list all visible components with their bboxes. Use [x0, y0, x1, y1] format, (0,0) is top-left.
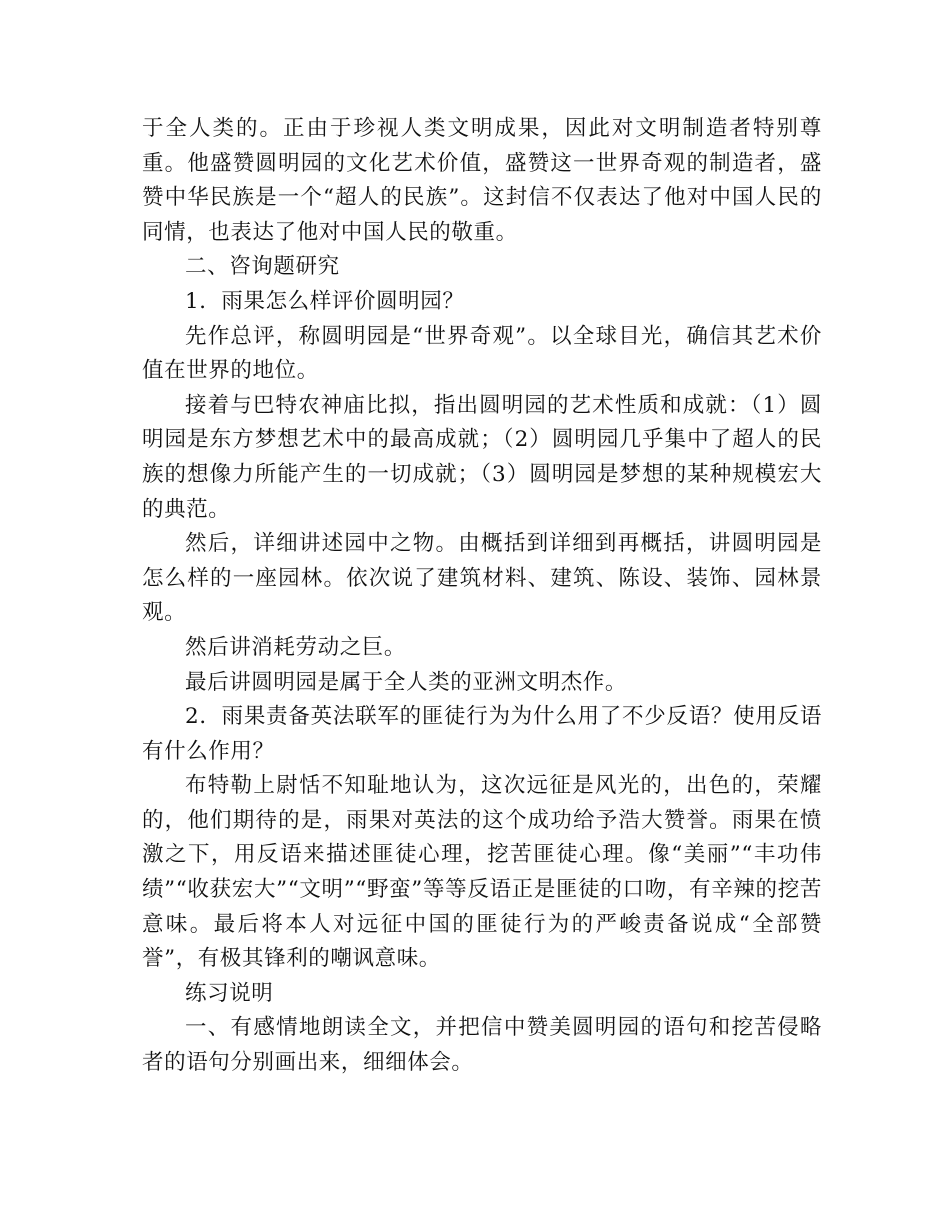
paragraph-continued: 于全人类的。正由于珍视人类文明成果，因此对文明制造者特别尊重。他盛赞圆明园的文化艺术价值，盛赞这一世界奇观的制造者，盛赞中华民族是一个“超人的民族”。这封信不仅表达了他对中国人民的同情，也表达了他对中国人民的敬重。 — [142, 116, 822, 245]
section-heading-question-study: 二、咨询题研究 — [185, 254, 340, 280]
answer-1-overview: 先作总评，称圆明园是“世界奇观”。以全球目光，确信其艺术价值在世界的地位。 — [142, 323, 822, 384]
answer-1-details: 然后，详细讲述园中之物。由概括到详细到再概括，讲圆明园是怎么样的一座园林。依次说了建筑材料、建筑、陈设、装饰、园林景观。 — [142, 531, 822, 626]
document-body — [142, 112, 822, 1081]
exercise-1: 一、有感情地朗读全文，并把信中赞美圆明园的语句和挖苦侵略者的语句分别画出来，细细体会。 — [142, 1015, 822, 1076]
answer-1-labor: 然后讲消耗劳动之巨。 — [185, 634, 407, 660]
question-1: 1．雨果怎么样评价圆明园？ — [185, 288, 465, 314]
answer-1-conclusion: 最后讲圆明园是属于全人类的亚洲文明杰作。 — [185, 669, 628, 695]
question-2: 2．雨果责备英法联军的匪徒行为为什么用了不少反语？使用反语有什么作用？ — [142, 704, 822, 764]
section-heading-exercise-notes: 练习说明 — [185, 980, 274, 1006]
answer-1-comparison: 接着与巴特农神庙比拟，指出圆明园的艺术性质和成就：（1）圆明园是东方梦想艺术中的最高成就；（2）圆明园几乎集中了超人的民族的想像力所能产生的一切成就；（3）圆明园是梦想的某种规模宏大的典范。 — [142, 392, 822, 522]
answer-2: 布特勒上尉恬不知耻地认为，这次远征是风光的，出色的，荣耀的，他们期待的是，雨果对英法的这个成功给予浩大赞誉。雨果在愤激之下，用反语来描述匪徒心理，挖苦匪徒心理。像“美丽”“丰功伟绩”“收获宏大”“文明”“野蛮”等等反语正是匪徒的口吻，有辛辣的挖苦意味。最后将本人对远征中国的匪徒行为的严峻责备说成“全部赞誉”，有极其锋利的嘲讽意味。 — [142, 773, 822, 972]
